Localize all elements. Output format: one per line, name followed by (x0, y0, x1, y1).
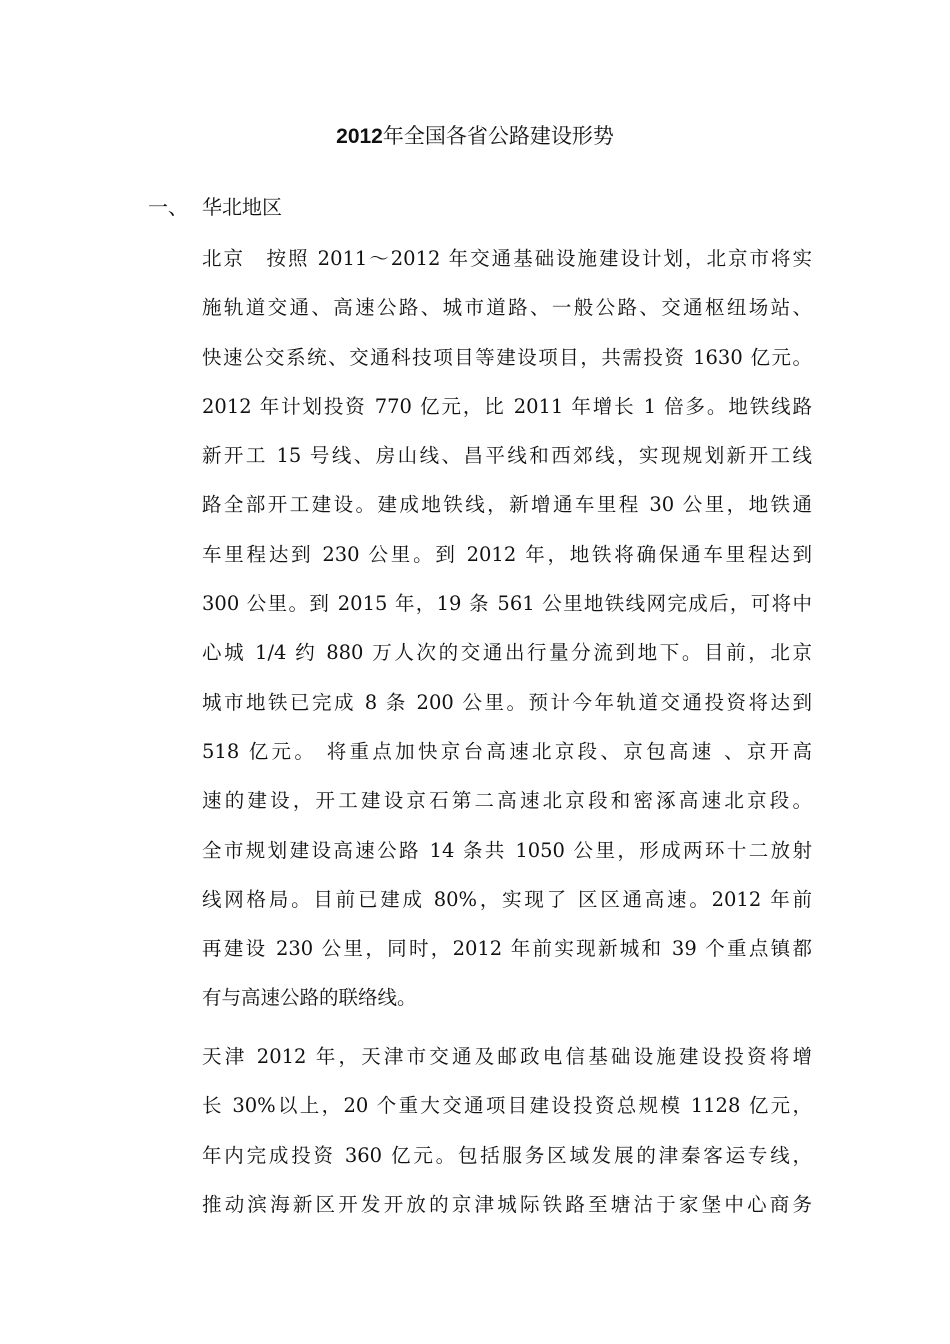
paragraph-line: 线网格局。目前已建成 80%，实现了 区区通高速。2012 年前 (202, 887, 812, 911)
document-title (0, 122, 950, 151)
paragraph-line: 施轨道交通、高速公路、城市道路、一般公路、交通枢纽场站、 (202, 296, 812, 320)
paragraph-tianjin (202, 1032, 812, 1229)
title-text: 年全国各省公路建设形势 (382, 124, 614, 148)
paragraph-line: 推动滨海新区开发开放的京津城际铁路至塘沽于家堡中心商务 (202, 1192, 812, 1216)
paragraph-line: 有与高速公路的联络线。 (202, 986, 417, 1010)
paragraph-line: 北京 按照 2011～2012 年交通基础设施建设计划，北京市将实 (202, 247, 812, 270)
paragraph-line: 速的建设，开工建设京石第二高速北京段和密涿高速北京段。 (202, 789, 812, 813)
paragraph-line: 518 亿元。 将重点加快京台高速北京段、京包高速 、京开高 (202, 739, 812, 763)
title-year: 2012 (336, 125, 383, 148)
paragraph-line: 新开工 15 号线、房山线、昌平线和西郊线，实现规划新开工线 (202, 444, 812, 468)
paragraph-line: 快速公交系统、交通科技项目等建设项目，共需投资 1630 亿元。 (202, 345, 812, 369)
paragraph-line: 天津 2012 年，天津市交通及邮政电信基础设施建设投资将增 (202, 1045, 812, 1068)
paragraph-line: 全市规划建设高速公路 14 条共 1050 公里，形成两环十二放射 (202, 838, 812, 862)
paragraph-line: 再建设 230 公里，同时，2012 年前实现新城和 39 个重点镇都 (202, 937, 812, 961)
paragraph-line: 车里程达到 230 公里。到 2012 年，地铁将确保通车里程达到 (202, 542, 812, 566)
paragraph-line: 年内完成投资 360 亿元。包括服务区域发展的津秦客运专线， (202, 1143, 812, 1167)
paragraph-line: 300 公里。到 2015 年，19 条 561 公里地铁线网完成后，可将中 (202, 592, 812, 616)
section-title: 华北地区 (202, 195, 282, 219)
paragraph-line: 心城 1/4 约 880 万人次的交通出行量分流到地下。目前，北京 (202, 641, 812, 665)
paragraph-line: 城市地铁已完成 8 条 200 公里。预计今年轨道交通投资将达到 (202, 690, 812, 714)
section-number: 一、 (148, 195, 188, 219)
paragraph-beijing (202, 234, 812, 1023)
paragraph-line: 路全部开工建设。建成地铁线，新增通车里程 30 公里，地铁通 (202, 493, 812, 517)
paragraph-line: 2012 年计划投资 770 亿元，比 2011 年增长 1 倍多。地铁线路 (202, 394, 812, 418)
section-heading (148, 193, 282, 221)
paragraph-line: 长 30%以上，20 个重大交通项目建设投资总规模 1128 亿元， (202, 1094, 812, 1118)
